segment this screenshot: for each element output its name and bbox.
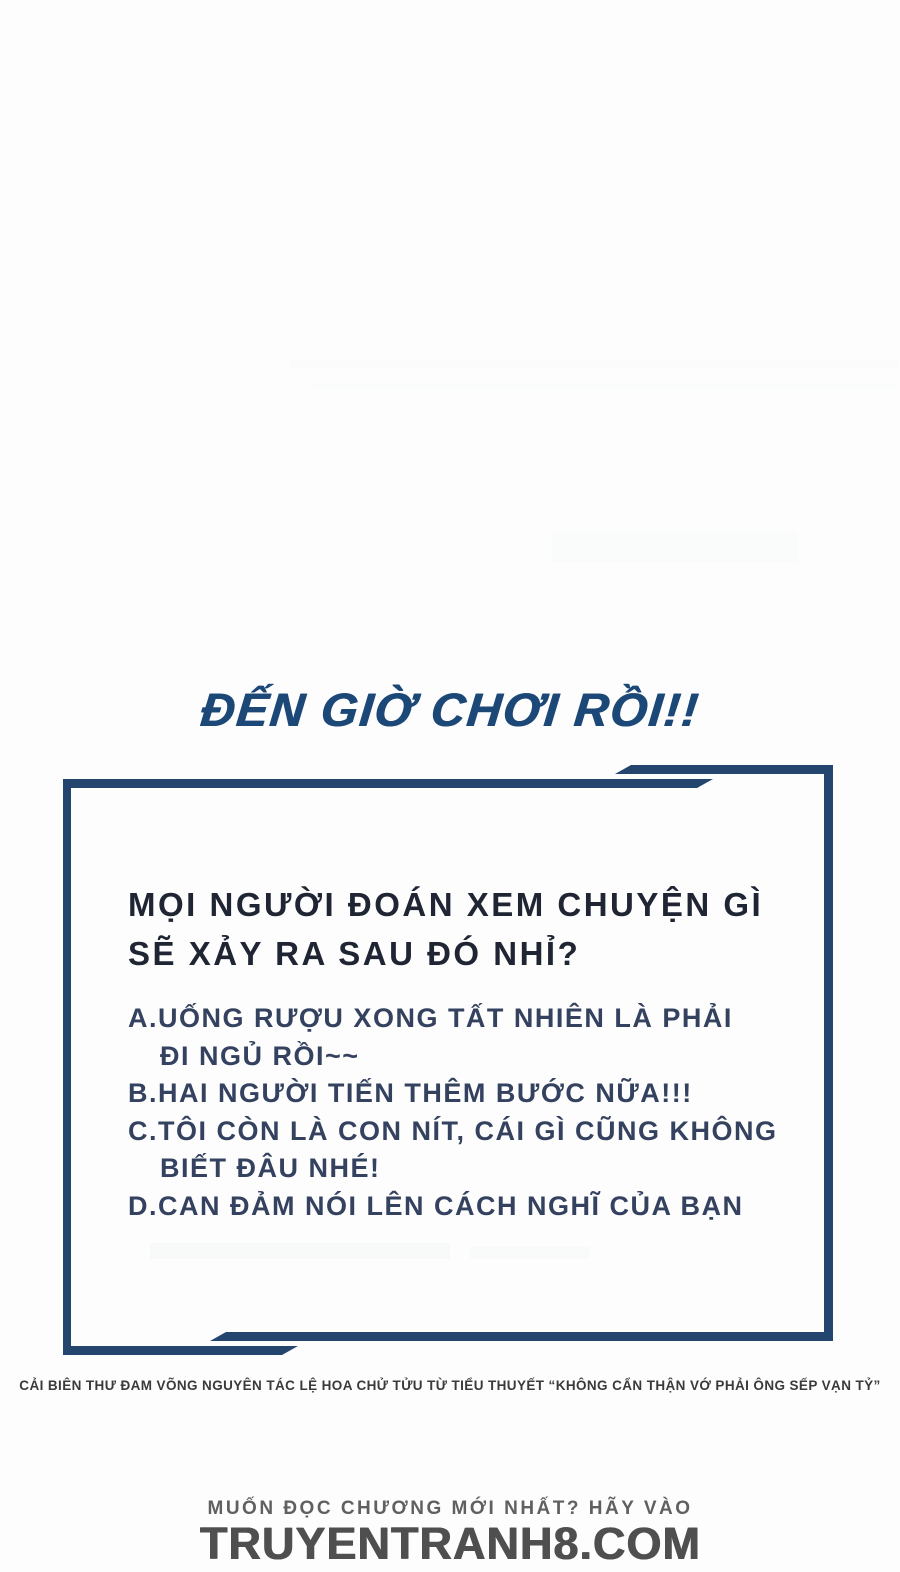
scan-artifact [312, 383, 898, 389]
box-border-bottom-left-segment [63, 1346, 298, 1355]
box-border-left [63, 779, 71, 1355]
option-c-line1: C.TÔI CÒN LÀ CON NÍT, CÁI GÌ CŨNG KHÔNG [128, 1115, 778, 1146]
option-a-line1: A.UỐNG RƯỢU XONG TẤT NHIÊN LÀ PHẢI [128, 1003, 733, 1033]
scan-artifact [290, 360, 898, 368]
box-border-top-right-segment [615, 765, 833, 774]
box-border-top-left-segment [63, 779, 713, 788]
box-border-bottom-right-segment [210, 1332, 833, 1341]
scan-artifact [552, 532, 798, 562]
option-c-line2: BIẾT ĐÂU NHÉ! [160, 1153, 381, 1183]
footer-prompt: MUỐN ĐỌC CHƯƠNG MỚI NHẤT? HÃY VÀO [207, 1498, 693, 1519]
page-title: ĐẾN GIỜ CHƠI RỒI!! [197, 683, 703, 736]
option-a-line2: ĐI NGỦ RỒI~~ [160, 1040, 360, 1071]
box-border-right [824, 765, 833, 1340]
answer-options [128, 1000, 778, 1225]
question-heading-line1: MỌI NGƯỜI ĐOÁN XEM CHUYỆN GÌ [128, 886, 764, 923]
adaptation-credit: CẢI BIÊN THƯ ĐAM VÕNG NGUYÊN TÁC LỆ HOA CHỬ TỬU TỪ TIỂU THUYẾT “KHÔNG CẨN THẬN VỚ PHẢI ÔNG SẾP VẠN TỶ” [19, 1378, 881, 1393]
footer-site-url: TRUYENTRANH8.COM [199, 1518, 701, 1569]
option-d: D.CAN ĐẢM NÓI LÊN CÁCH NGHĨ CỦA BẠN [128, 1190, 744, 1221]
scan-artifact [470, 1247, 590, 1259]
scan-artifact [150, 1243, 450, 1259]
question-heading-line2: SẼ XẢY RA SAU ĐÓ NHỈ? [128, 935, 581, 972]
option-b: B.HAI NGƯỜI TIẾN THÊM BƯỚC NỮA!!! [128, 1078, 693, 1108]
question-heading [128, 880, 763, 978]
